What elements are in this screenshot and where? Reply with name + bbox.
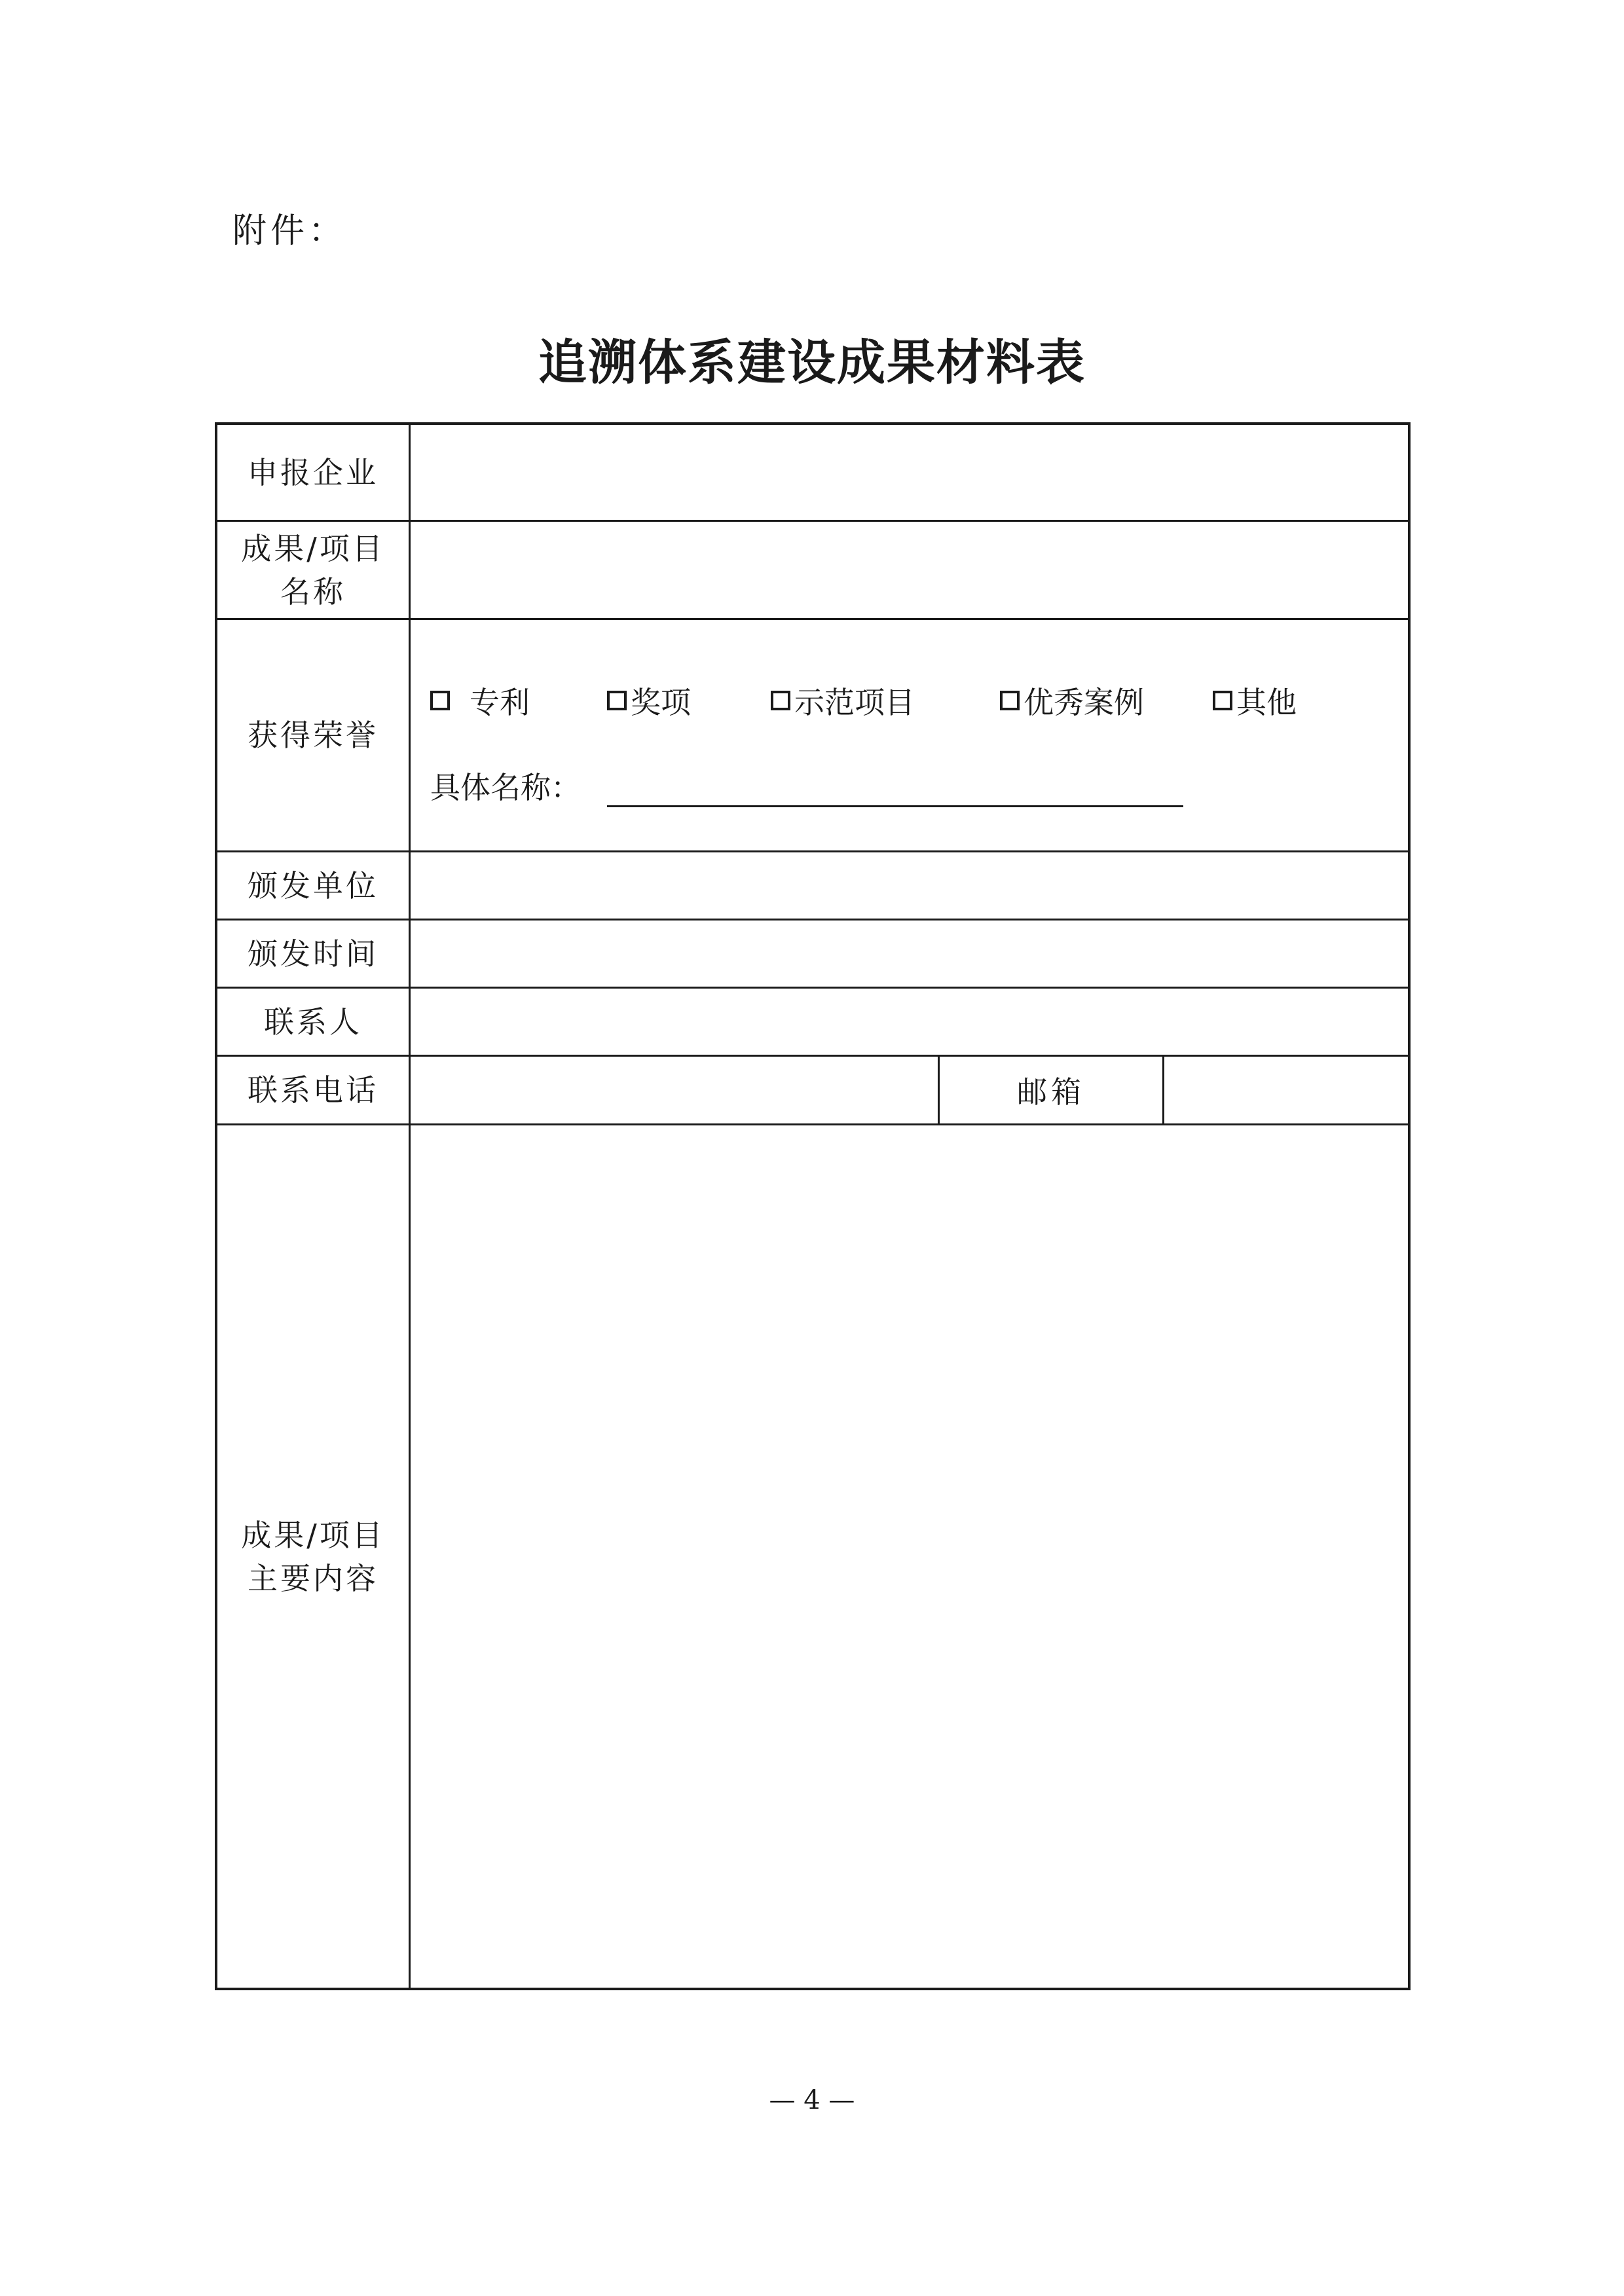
row-applicant bbox=[217, 425, 1408, 522]
option-award[interactable]: 奖项 bbox=[607, 679, 691, 722]
phone-field[interactable] bbox=[411, 1057, 938, 1123]
contact-label: 联系人 bbox=[217, 989, 411, 1055]
project-name-label-line1: 成果/项目 bbox=[241, 530, 385, 566]
applicant-label: 申报企业 bbox=[217, 425, 411, 520]
content-label-line1: 成果/项目 bbox=[241, 1517, 385, 1553]
page-number: — 4 — bbox=[769, 2085, 855, 2115]
checkbox-icon[interactable] bbox=[607, 691, 627, 710]
checkbox-icon[interactable] bbox=[430, 691, 450, 710]
content-label-line2: 主要内容 bbox=[248, 1560, 378, 1596]
option-patent[interactable]: 专利 bbox=[430, 679, 530, 722]
row-honors bbox=[217, 620, 1408, 852]
option-demo-project[interactable]: 示范项目 bbox=[771, 679, 915, 722]
email-field[interactable] bbox=[1160, 1057, 1408, 1123]
row-content bbox=[217, 1125, 1408, 1988]
row-issuer bbox=[217, 852, 1408, 920]
contact-field[interactable] bbox=[411, 989, 1408, 1055]
issuer-field[interactable] bbox=[411, 852, 1408, 919]
option-other[interactable]: 其他 bbox=[1213, 679, 1297, 722]
phone-label: 联系电话 bbox=[217, 1057, 411, 1123]
honors-field bbox=[411, 620, 1408, 850]
content-field[interactable] bbox=[411, 1125, 1408, 1988]
issue-time-field[interactable] bbox=[411, 920, 1408, 987]
applicant-field[interactable] bbox=[411, 425, 1408, 520]
row-project-name bbox=[217, 522, 1408, 620]
honors-label: 获得荣誉 bbox=[217, 620, 411, 850]
content-label bbox=[217, 1125, 411, 1988]
phone-email-cells bbox=[411, 1057, 1408, 1123]
row-phone-email bbox=[217, 1057, 1408, 1125]
specific-name-input-line[interactable] bbox=[607, 779, 1183, 807]
checkbox-icon[interactable] bbox=[771, 691, 790, 710]
attachment-label: 附件： bbox=[232, 211, 347, 251]
project-name-label-line2: 名称 bbox=[280, 574, 346, 610]
email-label: 邮箱 bbox=[938, 1057, 1164, 1123]
specific-name-label: 具体名称： bbox=[430, 770, 581, 805]
project-name-field[interactable] bbox=[411, 522, 1408, 618]
achievement-form-table bbox=[215, 422, 1411, 1990]
checkbox-icon[interactable] bbox=[1213, 691, 1232, 710]
project-name-label bbox=[217, 522, 411, 618]
checkbox-icon[interactable] bbox=[1000, 691, 1020, 710]
page-title: 追溯体系建设成果材料表 bbox=[538, 335, 1086, 391]
row-issue-time bbox=[217, 920, 1408, 989]
option-excellent-case[interactable]: 优秀案例 bbox=[1000, 679, 1144, 722]
issue-time-label: 颁发时间 bbox=[217, 920, 411, 987]
row-contact bbox=[217, 989, 1408, 1057]
issuer-label: 颁发单位 bbox=[217, 852, 411, 919]
specific-name bbox=[430, 764, 1183, 807]
